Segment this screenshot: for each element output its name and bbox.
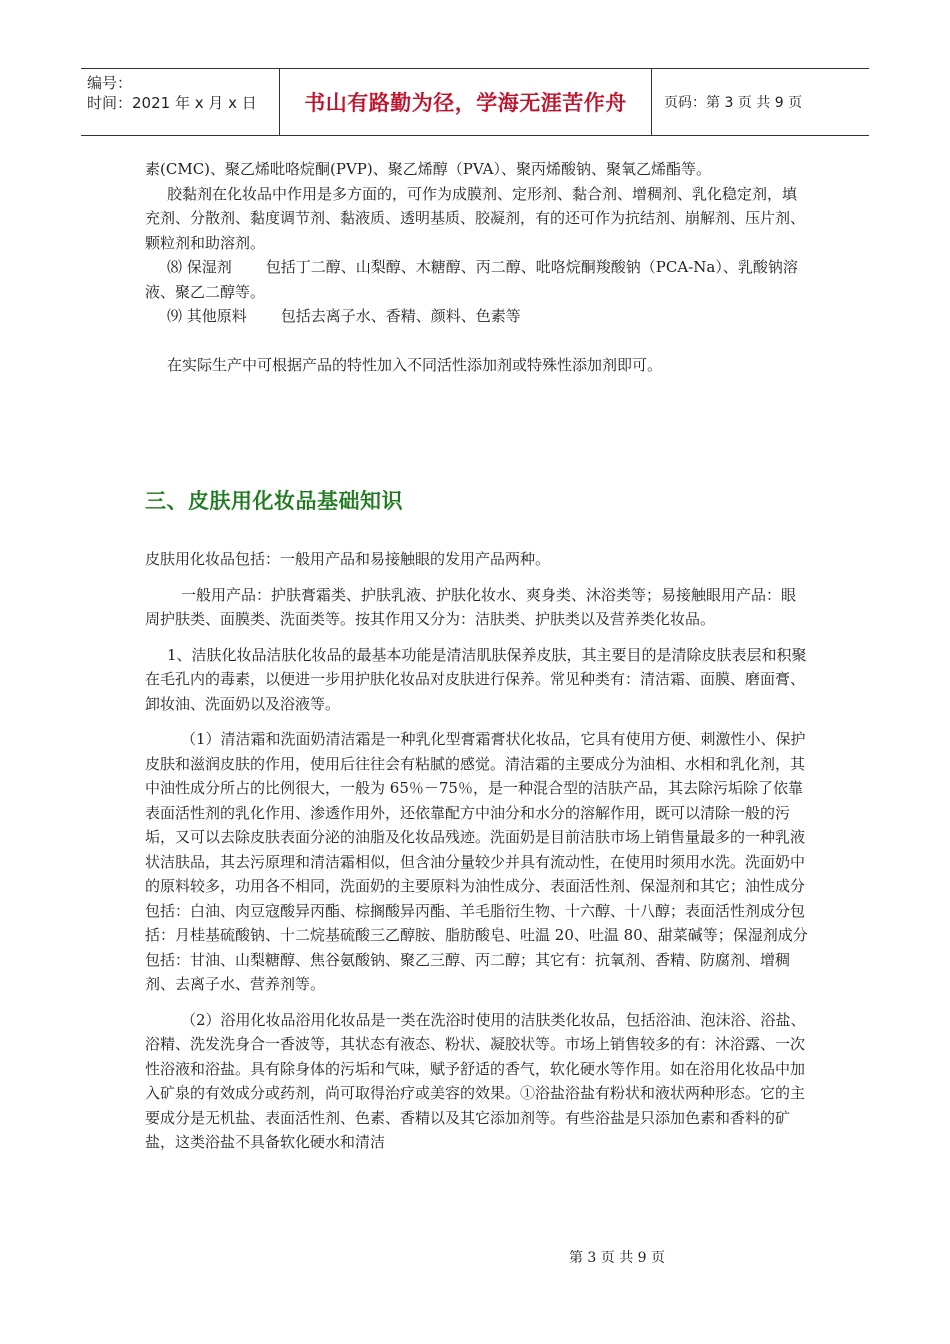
- humectants-text: 包括丁二醇、山梨醇、木糖醇、丙二醇、吡咯烷酮羧酸钠（PCA-Na）、乳酸钠溶液、聚乙二醇等。: [145, 258, 798, 301]
- header-meta-cell: [81, 69, 280, 135]
- document-number-label: 编号：: [87, 74, 133, 92]
- paragraph-other-materials: [145, 304, 809, 329]
- section-body: [145, 547, 809, 1155]
- other-materials-text: 包括去离子水、香精、颜料、色素等: [280, 307, 521, 325]
- top-text-block: [145, 157, 809, 377]
- paragraph-cleansing-cream: （1）清洁霜和洗面奶清洁霜是一种乳化型膏霜膏状化妆品，它具有使用方便、刺激性小、保护皮肤和滋润皮肤的作用，使用后往往会有粘腻的感觉。清洁霜的主要成分为油相、水相和乳化剂，其中油性成分所占的比例很大，一般为 65％－75％，是一种混合型的洁肤产品，其去除污垢除了依靠表面活性剂的乳化作用、渗透作用外，还依靠配方中油分和水分的溶解作用，既可以清除一般的污垢，又可以去除皮肤表面分泌的油脂及化妆品残迹。洗面奶是目前洁肤市场上销售量最多的一种乳液状洁肤品，其去污原理和清洁霜相似，但含油分量较少并具有流动性，在使用时须用水洗。洗面奶中的原料较多，功用各不相同，洗面奶的主要原料为油性成分、表面活性剂、保湿剂和其它；油性成分包括：白油、肉豆寇酸异丙酯、棕搁酸异丙酯、羊毛脂衍生物、十六醇、十八醇；表面活性剂成分包括：月桂基硫酸钠、十二烷基硫酸三乙醇胺、脂肪酸皂、吐温 20、吐温 80、甜菜碱等；保湿剂成分包括：甘油、山梨糖醇、焦谷氨酸钠、聚乙三醇、丙二醇；其它有：抗氧剂、香精、防腐剂、增稠剂、去离子水、营养剂等。: [145, 730, 808, 993]
- humectants-label: ⑻ 保湿剂: [167, 258, 232, 276]
- section-title: 三、皮肤用化妆品基础知识: [145, 489, 403, 513]
- paragraph-polymers: 素(CMC)、聚乙烯吡咯烷酮(PVP)、聚乙烯醇（PVA）、聚丙烯酸钠、聚氧乙烯酯等。: [145, 160, 711, 178]
- header-page-info: 页码：第 3 页 共 9 页: [664, 95, 803, 111]
- paragraph-cleansing-products: 1、洁肤化妆品洁肤化妆品的最基本功能是清洁肌肤保养皮肤，其主要目的是清除皮肤表层和积聚在毛孔内的毒素，以便进一步用护肤化妆品对皮肤进行保养。常见种类有：清洁霜、面膜、磨面膏、卸妆油、洗面奶以及浴液等。: [145, 645, 807, 713]
- header-motto: 书山有路勤为径，学海无涯苦作舟: [280, 69, 652, 135]
- paragraph-general-products: 一般用产品：护肤膏霜类、护肤乳液、护肤化妆水、爽身类、沐浴类等；易接触眼用产品：眼周护肤类、面膜类、洗面类等。按其作用又分为：洁肤类、护肤类以及营养类化妆品。: [145, 585, 797, 628]
- other-materials-label: ⑼ 其他原料: [167, 307, 247, 325]
- paragraph-production-note: 在实际生产中可根据产品的特性加入不同活性添加剂或特殊性添加剂即可。: [167, 355, 663, 374]
- paragraph-humectants: [145, 255, 809, 304]
- paragraph-bath-products: （2）浴用化妆品浴用化妆品是一类在洗浴时使用的洁肤类化妆品，包括浴油、泡沫浴、浴盐、浴精、洗发洗身合一香波等，其状态有液态、粉状、凝胶状等。市场上销售较多的有：沐浴露、一次性浴液和浴盐。具有除身体的污垢和气味，赋予舒适的香气，软化硬水等作用。如在浴用化妆品中加入矿泉的有效成分或药剂，尚可取得治疗或美容的效果。①浴盐浴盐有粉状和液状两种形态。它的主要成分是无机盐、表面活性剂、色素、香精以及其它添加剂等。有些浴盐是只添加色素和香料的矿盐，这类浴盐不具备软化硬水和清洁: [145, 1010, 806, 1151]
- paragraph-adhesive-uses: 胶黏剂在化妆品中作用是多方面的，可作为成膜剂、定形剂、黏合剂、增稠剂、乳化稳定剂，填充剂、分散剂、黏度调节剂、黏液质、透明基质、胶凝剂，有的还可作为抗结剂、崩解剂、压片剂、颗粒剂和助溶剂。: [145, 184, 806, 252]
- document-date: 时间：2021 年 x 月 x 日: [87, 94, 257, 112]
- page-header: [81, 68, 869, 136]
- page-footer: 第 3 页 共 9 页: [568, 1250, 666, 1266]
- paragraph-intro: 皮肤用化妆品包括：一般用产品和易接触眼的发用产品两种。: [145, 550, 551, 568]
